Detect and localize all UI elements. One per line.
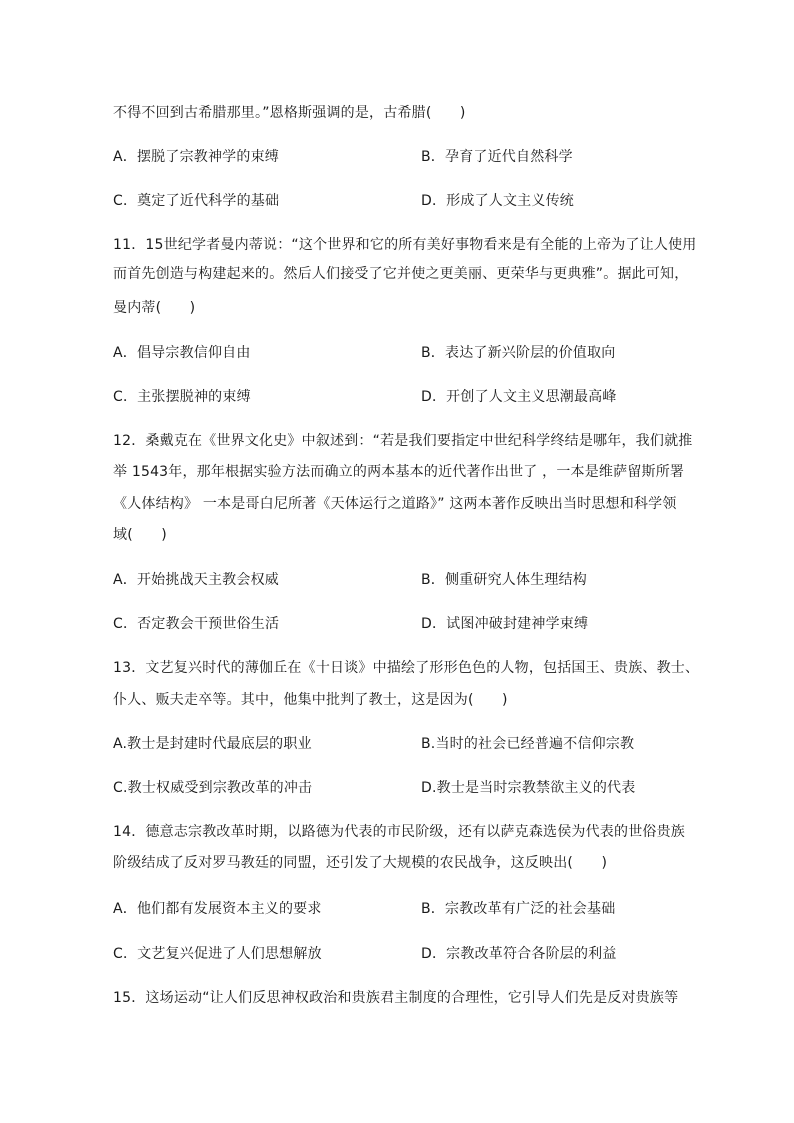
question-14-option-d: D．宗教改革符合各阶层的利益: [421, 946, 617, 962]
question-14-option-c: C．文艺复兴促进了人们思想解放: [113, 946, 322, 962]
question-11-option-d: D．开创了人文主义思潮最高峰: [421, 389, 617, 405]
question-11-option-c: C．主张摆脱神的束缚: [113, 389, 251, 405]
question-12-option-a: A．开始挑战天主教会权威: [113, 572, 279, 588]
question-11-stem-line-1: 11．15世纪学者曼内蒂说：“这个世界和它的所有美好事物看来是有全能的上帝为了让人使用: [113, 237, 697, 253]
question-11-option-a: A．倡导宗教信仰自由: [113, 345, 251, 361]
question-10-option-b: B．孕育了近代自然科学: [421, 149, 573, 165]
question-13-stem-line-2: 仆人、贩夫走卒等。其中，他集中批判了教士，这是因为( ): [113, 692, 508, 708]
question-15-stem-line-1: 15．这场运动“让人们反思神权政治和贵族君主制度的合理性，它引导人们先是反对贵族等: [113, 990, 679, 1006]
question-12-stem-line-3: 《人体结构》 一本是哥白尼所著《天体运行之道路》” 这两本著作反映出当时思想和科学领: [113, 496, 677, 512]
question-12-option-c: C．否定教会干预世俗生活: [113, 616, 280, 632]
question-12-stem-line-4: 域( ): [113, 527, 167, 543]
question-12-option-b: B．侧重研究人体生理结构: [421, 572, 588, 588]
question-13-option-a: A.教士是封建时代最底层的职业: [113, 736, 312, 752]
question-12-stem-line-2: 举 1543年，那年根据实验方法而确立的两本基本的近代著作出世了 ，一本是维萨留斯所署: [113, 464, 685, 480]
question-13-stem-line-1: 13．文艺复兴时代的薄伽丘在《十日谈》中描绘了形形色色的人物，包括国王、贵族、教士、: [113, 660, 700, 676]
question-12-option-d: D．试图冲破封建神学束缚: [421, 616, 589, 632]
question-11-stem-line-3: 曼内蒂( ): [113, 300, 196, 316]
question-13-option-c: C.教士权威受到宗教改革的冲击: [113, 780, 313, 796]
question-10-option-d: D．形成了人文主义传统: [421, 193, 574, 209]
question-10-option-c: C．奠定了近代科学的基础: [113, 193, 280, 209]
question-13-option-b: B.当时的社会已经普遍不信仰宗教: [421, 736, 635, 752]
question-13-option-d: D.教士是当时宗教禁欲主义的代表: [421, 780, 636, 796]
question-14-option-a: A．他们都有发展资本主义的要求: [113, 901, 322, 917]
question-14-stem-line-1: 14．德意志宗教改革时期，以路德为代表的市民阶级，还有以萨克森选侯为代表的世俗贵族: [113, 824, 686, 840]
question-14-stem-line-2: 阶级结成了反对罗马教廷的同盟，还引发了大规模的农民战争，这反映出( ): [113, 855, 608, 871]
question-10-stem-end: 不得不回到古希腊那里。”恩格斯强调的是，古希腊( ): [113, 105, 466, 121]
question-11-stem-line-2: 而首先创造与构建起来的。然后人们接受了它并使之更美丽、更荣华与更典雅”。据此可知，: [113, 266, 689, 282]
question-11-option-b: B．表达了新兴阶层的价值取向: [421, 345, 616, 361]
question-12-stem-line-1: 12．桑戴克在《世界文化史》中叙述到：“若是我们要指定中世纪科学终结是哪年，我们就推: [113, 433, 693, 449]
question-10-option-a: A．摆脱了宗教神学的束缚: [113, 149, 279, 165]
question-14-option-b: B．宗教改革有广泛的社会基础: [421, 901, 616, 917]
